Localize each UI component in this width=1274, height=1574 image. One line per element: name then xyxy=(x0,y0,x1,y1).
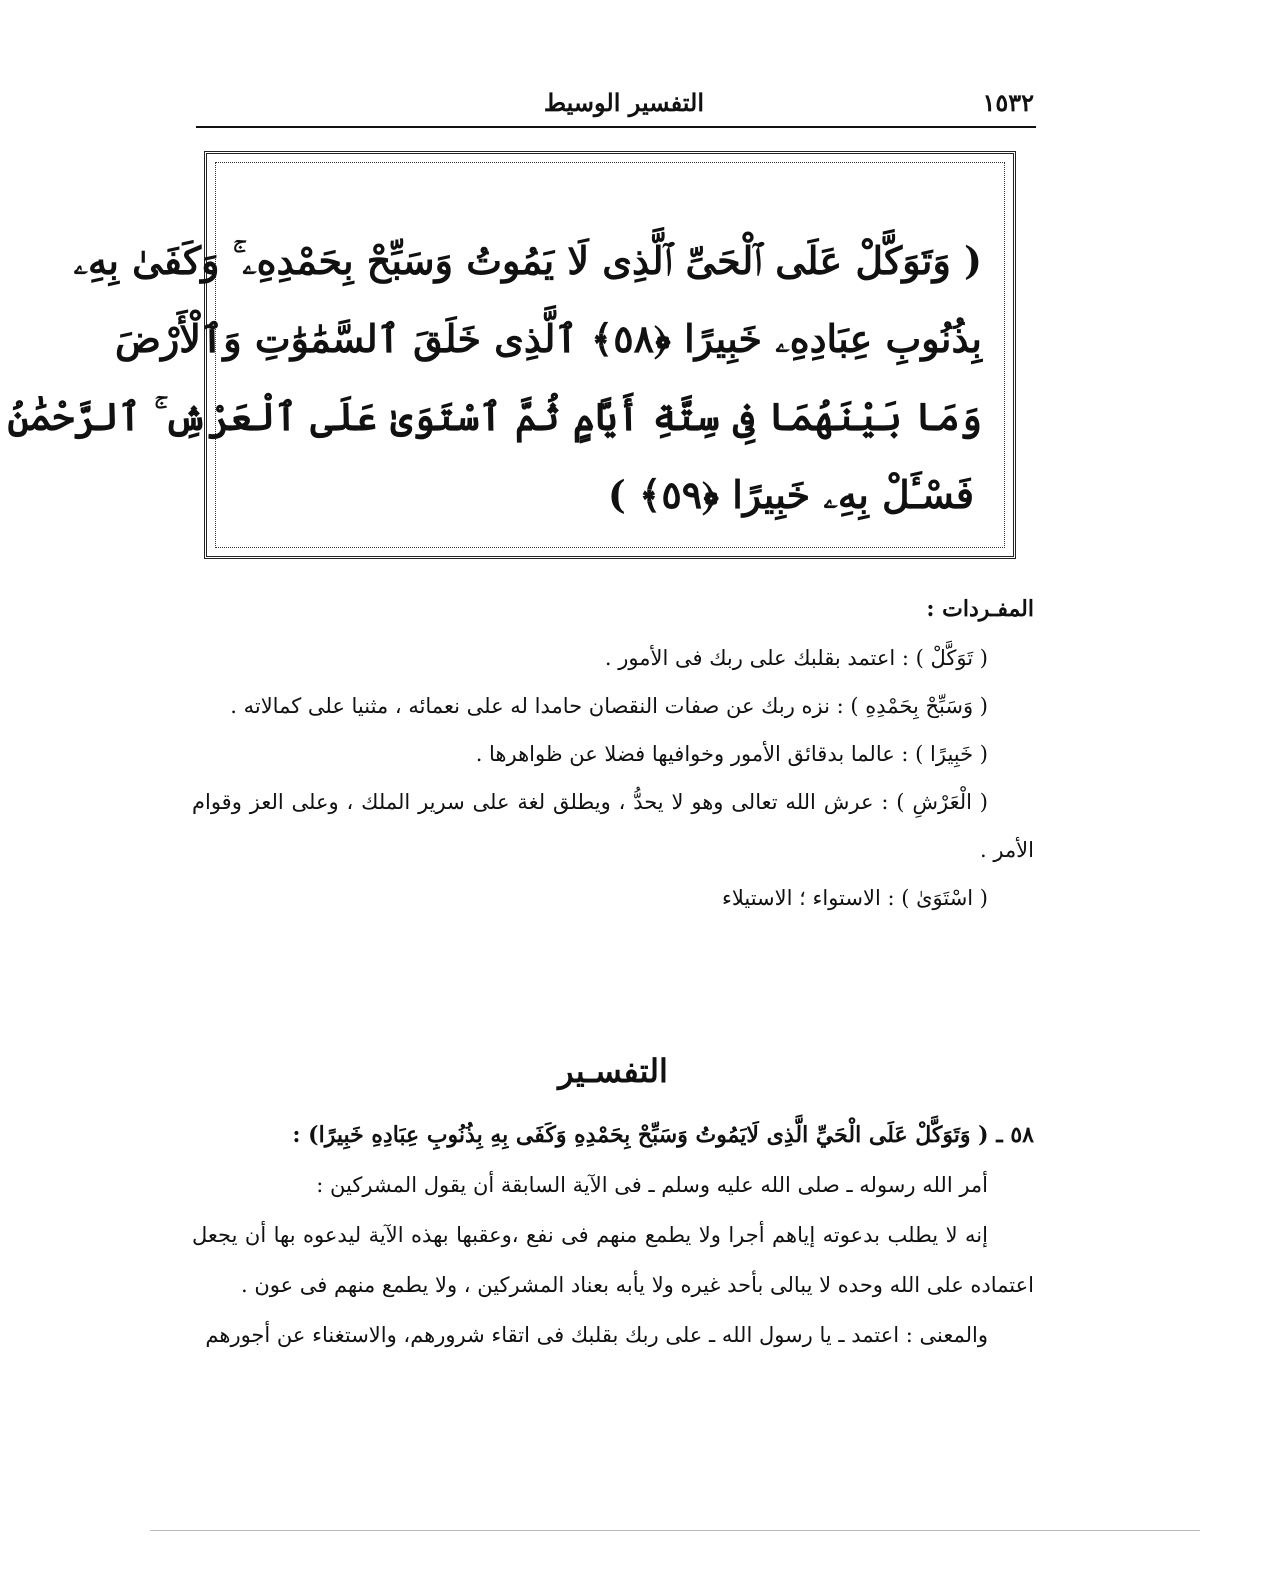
tafsir-verse-reference: ٥٨ ـ ( وَتَوَكَّلْ عَلَى الْحَيِّ الَّذِى لَايَمُوتُ وَسَبِّحْ بِحَمْدِهِ وَكَفَى بِهِ بِذُنُوبِ عِبَادِهِ خَبِيرًا) : xyxy=(292,1122,1034,1148)
vocabulary-item: ( اسْتَوَىٰ ) : الاستواء ؛ الاستيلاء xyxy=(721,886,988,910)
vocabulary-item: ( خَبِيرًا ) : عالما بدقائق الأمور وخوافيها فضلا عن ظواهرها . xyxy=(475,742,988,766)
vocabulary-heading: المفـردات : xyxy=(926,596,1034,622)
verse-line: ( وَتَوَكَّلْ عَلَى ٱلْحَىِّ ٱلَّذِى لَا يَمُوتُ وَسَبِّحْ بِحَمْدِهِۦ ۚ وَكَفَىٰ بِهِۦ xyxy=(73,238,982,283)
tafsir-body xyxy=(192,1110,1034,1360)
tafsir-heading: التفسـير xyxy=(558,1052,668,1090)
book-title: التفسير الوسيط xyxy=(543,88,704,117)
vocabulary-item: ( الْعَرْشِ ) : عرش الله تعالى وهو لا يحدُّ ، ويطلق لغة على سرير الملك ، وعلى العز وقوام الأمر . xyxy=(192,790,1034,862)
bottom-scan-edge xyxy=(150,1530,1200,1531)
verse-line: وَمَا بَيْنَهُمَا فِى سِتَّةِ أَيَّامٍ ثُمَّ ٱسْتَوَىٰ عَلَى ٱلْعَرْشِ ۚ ٱلرَّحْمَٰنُ xyxy=(7,394,982,439)
tafsir-paragraph: أمر الله رسوله ـ صلى الله عليه وسلم ـ فى الآية السابقة أن يقول المشركين : xyxy=(316,1173,988,1197)
tafsir-paragraph: والمعنى : اعتمد ـ يا رسول الله ـ على ربك بقلبك فى اتقاء شرورهم، والاستغناء عن أجورهم xyxy=(205,1323,988,1347)
vocabulary-item: ( وَسَبِّحْ بِحَمْدِهِ ) : نزه ربك عن صفات النقصان حامدا له على نعمائه ، مثنيا على كمالاته . xyxy=(230,694,988,718)
vocabulary-item: ( تَوَكَّلْ ) : اعتمد بقلبك على ربك فى الأمور . xyxy=(604,646,988,670)
header-rule xyxy=(196,126,1036,128)
quran-verse-block xyxy=(7,222,982,534)
page-number: ١٥٣٢ xyxy=(982,88,1034,117)
verse-line: فَسْـَٔلْ بِهِۦ خَبِيرًا ﴿٥٩﴾ ) xyxy=(607,472,974,517)
tafsir-paragraph: إنه لا يطلب بدعوته إياهم أجرا ولا يطمع منهم فى نفع ،وعقبها بهذه الآية ليدعوه بها أن يجعل اعتماده على الله وحده لا يبالى بأحد غيره ولا يأبه بعناد المشركين ، ولا يطمع منهم فى عون . xyxy=(192,1223,1034,1297)
vocabulary-section xyxy=(192,596,1034,922)
verse-line: بِذُنُوبِ عِبَادِهِۦ خَبِيرًا ﴿٥٨﴾ ٱلَّذِى خَلَقَ ٱلسَّمَٰوَٰتِ وَٱلْأَرْضَ xyxy=(115,316,982,361)
page-header xyxy=(196,88,1034,124)
